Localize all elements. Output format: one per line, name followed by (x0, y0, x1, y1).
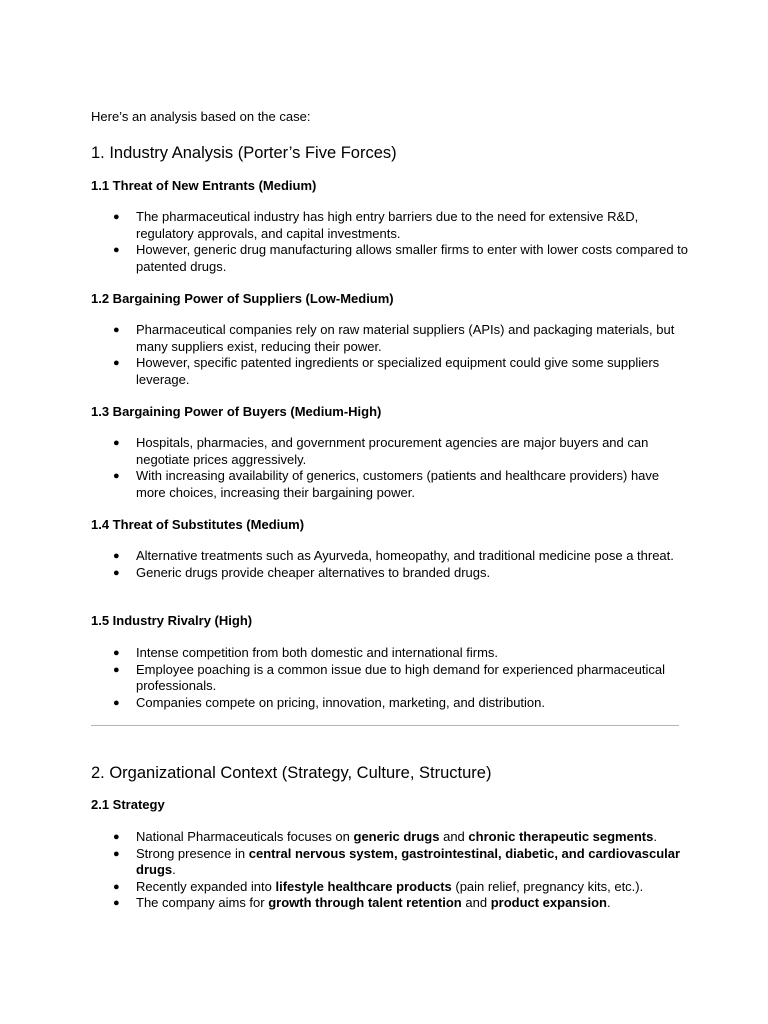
list-item-text: Companies compete on pricing, innovation, marketing, and distribution. (136, 694, 546, 710)
text-run: The company aims for (136, 895, 269, 910)
list-item (91, 355, 691, 388)
bullet-icon: ● (113, 324, 120, 336)
subsection-1-4-heading: 1.4 Threat of Substitutes (Medium) (91, 517, 305, 532)
subsection-1-2-heading: 1.2 Bargaining Power of Suppliers (Low-Medium) (91, 291, 394, 306)
horizontal-divider (91, 725, 679, 726)
bullet-icon: ● (113, 897, 120, 909)
intro-text: Here’s an analysis based on the case: (91, 109, 311, 124)
list-item-text (136, 879, 643, 894)
list-item-text: Alternative treatments such as Ayurveda, homeopathy, and traditional medicine pose a threat. (136, 548, 674, 563)
list-item (91, 879, 691, 896)
text-run: . (172, 862, 176, 877)
bullet-icon: ● (113, 847, 120, 860)
list-item-text (136, 829, 657, 844)
bold-text: growth through talent retention (268, 895, 462, 910)
list-item (91, 209, 691, 242)
subsection-1-5-heading: 1.5 Industry Rivalry (High) (91, 613, 253, 628)
bullet-icon: ● (113, 663, 120, 676)
list-item (91, 468, 691, 501)
list-item (91, 242, 691, 275)
list-item (91, 846, 691, 879)
subsection-2-1-heading: 2.1 Strategy (91, 797, 165, 812)
bullet-icon: ● (113, 831, 120, 843)
list-item (91, 322, 691, 355)
bold-text: central nervous system, gastrointestinal, diabetic, and cardiovascular drugs (136, 845, 681, 877)
text-run: Strong presence in (136, 845, 249, 861)
subsection-2-1-list (91, 829, 691, 912)
list-item (91, 645, 691, 662)
bold-text: chronic therapeutic segments (468, 829, 654, 844)
list-item-text (136, 895, 611, 910)
text-run: and (461, 895, 491, 910)
section-2-heading: 2. Organizational Context (Strategy, Culture, Structure) (91, 764, 492, 782)
text-run: National Pharmaceuticals focuses on (136, 829, 354, 844)
list-item-text: Intense competition from both domestic and international firms. (136, 645, 499, 660)
list-item-text: Pharmaceutical companies rely on raw material suppliers (APIs) and packaging materials, but many suppliers exist, reducing their power. (136, 322, 675, 354)
list-item-text: The pharmaceutical industry has high entry barriers due to the need for extensive R&D, regulatory approvals, and capital investments. (136, 209, 639, 241)
list-item (91, 829, 691, 846)
bullet-icon: ● (113, 566, 120, 579)
bullet-icon: ● (113, 437, 120, 449)
section-1-heading: 1. Industry Analysis (Porter’s Five Forces) (91, 144, 397, 162)
list-item (91, 548, 691, 565)
bullet-icon: ● (113, 880, 120, 893)
bullet-icon: ● (113, 211, 120, 223)
list-item-text: Generic drugs provide cheaper alternatives to branded drugs. (136, 564, 491, 580)
list-item (91, 695, 691, 712)
list-item-text (136, 846, 680, 878)
text-run: Recently expanded into (136, 878, 276, 894)
list-item-text: However, specific patented ingredients or specialized equipment could give some suppliers leverage. (136, 355, 660, 387)
text-run: . (653, 829, 657, 844)
list-item-text: However, generic drug manufacturing allows smaller firms to enter with lower costs compared to patented drugs. (136, 242, 689, 274)
list-item (91, 565, 691, 582)
subsection-1-3-heading: 1.3 Bargaining Power of Buyers (Medium-High) (91, 404, 382, 419)
bullet-icon: ● (113, 647, 120, 659)
bullet-icon: ● (113, 470, 120, 482)
list-item (91, 435, 691, 468)
subsection-1-3-list (91, 435, 691, 501)
text-run: (pain relief, pregnancy kits, etc.). (451, 878, 644, 894)
bold-text: generic drugs (353, 829, 440, 844)
list-item-text: Employee poaching is a common issue due to high demand for experienced pharmaceutical professionals. (136, 661, 665, 693)
text-run: . (606, 895, 611, 910)
subsection-1-2-list (91, 322, 691, 388)
bullet-icon: ● (113, 550, 120, 562)
list-item (91, 662, 691, 695)
list-item (91, 895, 691, 912)
list-item-text: With increasing availability of generics, customers (patients and healthcare providers) have more choices, increasing their bargaining power. (136, 468, 660, 500)
bold-text: lifestyle healthcare products (275, 878, 452, 894)
list-item-text: Hospitals, pharmacies, and government procurement agencies are major buyers and can negotiate prices aggressively. (136, 435, 649, 467)
subsection-1-1-list (91, 209, 691, 275)
bold-text: product expansion (490, 895, 607, 910)
text-run: and (439, 829, 469, 844)
subsection-1-5-list (91, 645, 691, 711)
subsection-1-4-list (91, 548, 691, 581)
bullet-icon: ● (113, 696, 120, 709)
bullet-icon: ● (113, 244, 120, 256)
bullet-icon: ● (113, 357, 120, 369)
subsection-1-1-heading: 1.1 Threat of New Entrants (Medium) (91, 178, 317, 193)
